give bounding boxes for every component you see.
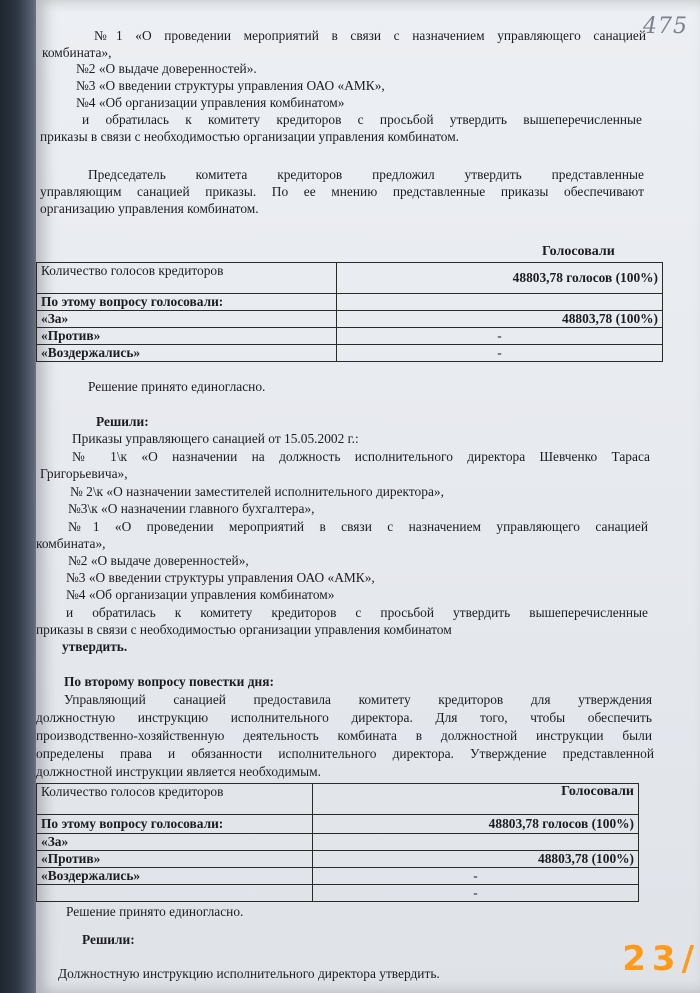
- table-cell: [337, 294, 663, 311]
- table-row: [37, 868, 639, 885]
- chairman-line: Председатель комитета кредиторов предложил утвердить представленные: [88, 167, 644, 182]
- order-line: №3 «О введении структуры управления ОАО «АМК»,: [76, 78, 385, 93]
- order-line: №4 «Об организации управления комбинатом»: [76, 95, 345, 110]
- decision-text: Решение принято единогласно.: [88, 379, 266, 394]
- resolved-line: утвердить.: [62, 639, 128, 654]
- resolved-title: Решили:: [82, 932, 135, 947]
- table-cell: 48803,78 (100%): [337, 311, 663, 328]
- table-row: [37, 294, 663, 311]
- table-row: [37, 815, 639, 834]
- table-cell: 48803,78 голосов (100%): [313, 815, 639, 834]
- table-row: [37, 784, 639, 815]
- table-cell: -: [313, 868, 639, 885]
- table-cell: [37, 885, 313, 902]
- table-cell: По этому вопросу голосовали:: [37, 815, 313, 834]
- table-cell: [313, 834, 639, 851]
- photo-date-stamp: 23/: [622, 939, 700, 979]
- table-cell: «Против»: [37, 851, 313, 868]
- table-cell: 48803,78 (100%): [313, 851, 639, 868]
- handwritten-page-number: 475: [643, 14, 688, 39]
- table-row: [37, 263, 663, 294]
- table-cell: -: [313, 885, 639, 902]
- agenda-item-line: Управляющий санацией предоставила комитету кредиторов для утверждения: [64, 692, 652, 707]
- vote-table-1: [36, 262, 663, 362]
- table-row: [37, 851, 639, 868]
- table-cell: «Воздержались»: [37, 868, 313, 885]
- order-line: комбината»,: [42, 45, 112, 60]
- book-binding: [0, 0, 40, 993]
- chairman-line: организацию управления комбинатом.: [40, 201, 259, 216]
- table-row: [37, 885, 639, 902]
- decision-text: Решение принято единогласно.: [66, 904, 244, 919]
- document-page: [36, 0, 700, 993]
- resolved-line: №3 «О введении структуры управления ОАО «АМК»,: [66, 570, 375, 585]
- table-cell: «За»: [37, 311, 337, 328]
- table-row: [37, 345, 663, 362]
- table-cell: -: [337, 328, 663, 345]
- table-row: [37, 834, 639, 851]
- resolved-line: №1 «О проведении мероприятий в связи с назначением управляющего санацией: [68, 519, 648, 534]
- resolved-line: №4 «Об организации управления комбинатом»: [66, 587, 335, 602]
- table-cell: 48803,78 голосов (100%): [337, 263, 663, 294]
- resolved-line: приказы в связи с необходимостью организации управления комбинатом: [36, 622, 452, 637]
- chairman-line: управляющим санацией приказы. По ее мнению представленные приказы обеспечивают: [40, 184, 644, 199]
- resolved-line: №3\к «О назначении главного бухгалтера»,: [68, 501, 315, 516]
- resolved-line: комбината»,: [36, 536, 106, 551]
- table-row: [37, 328, 663, 345]
- order-line: №2 «О выдаче доверенностей».: [76, 61, 257, 76]
- resolved-line: № 2\к «О назначении заместителей исполнительного директора»,: [70, 484, 444, 499]
- vote-table-2: [36, 783, 639, 902]
- resolved-line: № 1\к «О назначении на должность исполнительного директора Шевченко Тараса: [72, 449, 650, 464]
- resolved-line: Приказы управляющего санацией от 15.05.2002 г.:: [72, 431, 359, 446]
- agenda-item-line: производственно-хозяйственную деятельность комбината в должностной инструкции были: [36, 728, 652, 743]
- table-cell: «Воздержались»: [37, 345, 337, 362]
- resolved-title: Решили:: [96, 414, 149, 429]
- table-cell: По этому вопросу голосовали:: [37, 294, 337, 311]
- table-cell: Количество голосов кредиторов: [37, 784, 313, 815]
- order-line: приказы в связи с необходимостью организации управления комбинатом.: [40, 129, 460, 144]
- resolved-line: Должностную инструкцию исполнительного директора утвердить.: [58, 966, 440, 981]
- resolved-line: №2 «О выдаче доверенностей»,: [68, 553, 249, 568]
- table-cell: -: [337, 345, 663, 362]
- agenda-item-line: должностной инструкции является необходимым.: [36, 764, 321, 779]
- table-cell: «За»: [37, 834, 313, 851]
- order-line: №1 «О проведении мероприятий в связи с назначением управляющего санацией: [94, 28, 646, 43]
- table2-header: Голосовали: [313, 784, 639, 815]
- agenda-item-line: должностную инструкцию исполнительного директора. Для того, чтобы обеспечить: [36, 710, 652, 725]
- table-row: [37, 311, 663, 328]
- resolved-line: и обратилась к комитету кредиторов с просьбой утвердить вышеперечисленные: [66, 605, 648, 620]
- agenda-item-title: По второму вопросу повестки дня:: [64, 674, 274, 689]
- table-cell: «Против»: [37, 328, 337, 345]
- table1-header: Голосовали: [542, 244, 615, 259]
- agenda-item-line: определены права и обязанности исполнительного директора. Утверждение представленной: [36, 746, 654, 761]
- table-cell: Количество голосов кредиторов: [37, 263, 337, 294]
- order-line: и обратилась к комитету кредиторов с просьбой утвердить вышеперечисленные: [82, 112, 642, 127]
- resolved-line: Григорьевича»,: [40, 466, 128, 481]
